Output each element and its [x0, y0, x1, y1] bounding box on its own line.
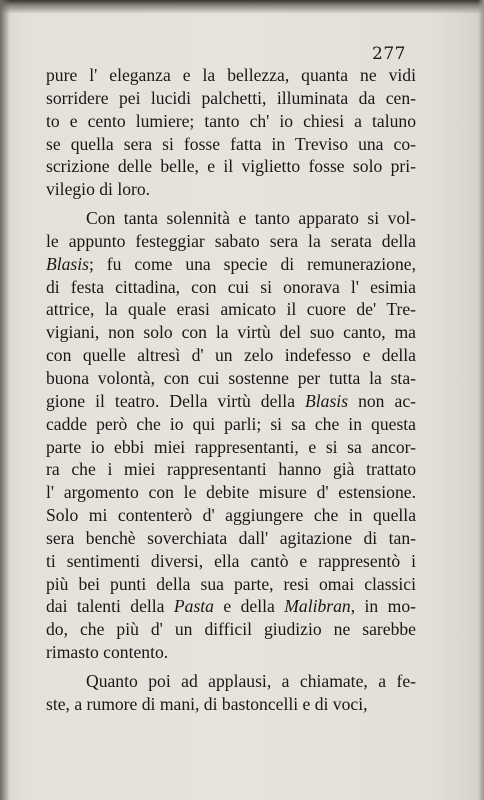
page-top-shadow	[0, 0, 484, 14]
text-line: Con tanta solennità e tanto apparato si vol-	[86, 208, 416, 229]
text-line: scrizione delle belle, e il viglietto fosse solo pri-	[46, 156, 416, 177]
text-line: to e cento lumiere; tanto ch' io chiesi a taluno	[46, 110, 416, 131]
text-line: sera benchè soverchiata dall' agitazione di tan-	[46, 527, 416, 548]
page-number: 277	[372, 44, 406, 64]
text-line: se quella sera si fosse fatta in Treviso una co-	[46, 133, 416, 154]
text-line: Solo mi contenterò d' aggiungere che in quella	[46, 505, 416, 526]
text-line: vigiani, non solo con la virtù del suo canto, ma	[46, 322, 416, 343]
text-line: ste, a rumore di mani, di bastoncelli e di voci,	[46, 693, 368, 714]
text-line: do, che più d' un difficil giudizio ne sarebbe	[46, 619, 416, 640]
text-line: l' argomento con le debite misure d' estensione.	[46, 482, 416, 503]
text-line: sorridere pei lucidi palchetti, illuminata da cen-	[46, 87, 416, 108]
text-line: buona volontà, con cui sostenne per tutta la sta-	[46, 367, 416, 388]
text-line: Blasis; fu come una specie di remunerazione,	[46, 253, 416, 274]
text-line: parte io ebbi miei rappresentanti, e si sa ancor-	[46, 436, 416, 457]
text-line: ti sentimenti diversi, ella cantò e rappresentò i	[46, 550, 416, 571]
text-line: rimasto contento.	[46, 642, 169, 663]
page-edge	[478, 0, 484, 800]
text-line: cadde però che io qui parli; si sa che in questa	[46, 413, 416, 434]
paragraph	[46, 670, 416, 716]
text-line: ra che i miei rappresentanti hanno già trattato	[46, 459, 416, 480]
page-gutter-shadow	[0, 0, 10, 800]
text-line: gione il teatro. Della virtù della Blasis non ac-	[46, 390, 416, 411]
text-line: pure l' eleganza e la bellezza, quanta ne vidi	[46, 65, 416, 85]
text-line: attrice, la quale erasi amicato il cuore de' Tre-	[46, 299, 416, 320]
text-line: le appunto festeggiar sabato sera la serata della	[46, 230, 416, 251]
text-line: più bei punti della sua parte, resi omai classici	[46, 573, 416, 594]
text-line: di festa cittadina, con cui si onorava l' esimia	[46, 276, 416, 297]
body-text	[46, 64, 416, 716]
text-line: dai talenti della Pasta e della Malibran, in mo-	[46, 596, 416, 617]
paragraph	[46, 64, 416, 201]
paragraph	[46, 207, 416, 664]
text-line: con quelle altresì d' un zelo indefesso e della	[46, 345, 416, 366]
text-line: Quanto poi ad applausi, a chiamate, a fe-	[86, 670, 416, 691]
text-line: vilegio di loro.	[46, 179, 151, 200]
